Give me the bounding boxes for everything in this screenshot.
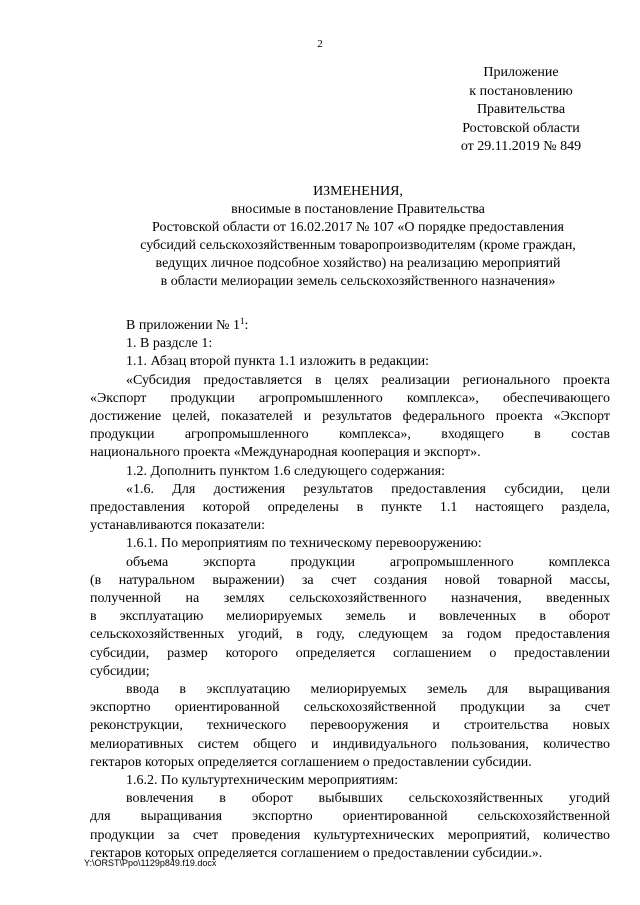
paragraph-land-involvement: вовлечения в оборот выбывших сельскохозяйственных угодий для выращивания экспортно ориентированной сельскохозяйственной продукции за счет проведения культуртехнических мероприятий, количество гектаров которых определяется соглашением о предоставлении субсидии.». (90, 791, 610, 861)
appendix-line: от 29.11.2019 № 849 (460, 139, 582, 154)
item-1-1: 1.1. Абзац второй пункта 1.1 изложить в редакции: (126, 354, 430, 370)
title-line: в области мелиорации земель сельскохозяйственного назначения» (160, 274, 556, 289)
paragraph-land-input: ввода в эксплуатацию мелиорируемых земель для выращивания экспортно ориентированной сельскохозяйственной продукции за счет реконструкции, технического перевооружения и строительства новых мелиоративных систем общего и индивидуального пользования, количество гектаров которых определяется соглашением о предоставлении субсидии. (90, 682, 610, 770)
title-line: Ростовской области от 16.02.2017 № 107 «О порядке предоставления (152, 220, 564, 235)
title-line: ведущих личное подсобное хозяйство) на реализацию мероприятий (155, 256, 561, 271)
title-heading: ИЗМЕНЕНИЯ, (313, 184, 403, 199)
file-path-footer: Y:\ORST\Ppo\1129p849.f19.docx (84, 858, 217, 868)
item-1-2: 1.2. Дополнить пунктом 1.6 следующего содержания: (126, 463, 446, 479)
title-line: вносимые в постановление Правительства (231, 202, 485, 217)
section-1-heading: 1. В раздсле 1: (126, 336, 213, 352)
quote-paragraph-2: «1.6. Для достижения результатов предоставления субсидии, цели предоставления которой определены в пункте 1.1 настоящего раздела, устанавливаются показатели: (90, 481, 610, 534)
intro-paragraph: В приложении № $1^1$: (126, 316, 249, 333)
appendix-line: Правительства (476, 102, 566, 117)
item-1-6-2: 1.6.2. По культуртехническим мероприятиям: (126, 773, 399, 789)
item-1-6-1: 1.6.1. По мероприятиям по техническому перевооружению: (126, 536, 482, 552)
appendix-header (440, 64, 602, 157)
document-title (90, 183, 626, 291)
paragraph-export-volume: объема экспорта продукции агропромышленного комплекса (в натуральном выражении) за счет создания новой товарной массы, полученной на землях сельскохозяйственного назначения, введенных в эксплуатацию мелиорируемых земель и вовлеченных в оборот сельскохозяйственных угодий, в году, следующем за годом предоставления субсидии, размер которого определяется соглашением о предоставлении субсидии; (90, 554, 610, 679)
quote-paragraph-1: «Субсидия предоставляется в целях реализации регионального проекта «Экспорт продукции агропромышленного комплекса», обеспечивающего достижение целей, показателей и результатов федерального проекта «Экспорт продукции агропромышленного комплекса», входящего в состав национального проекта «Международная кооперация и экспорт». (90, 372, 610, 461)
document-body (90, 317, 610, 863)
footnote-marker: 1 (240, 316, 245, 326)
appendix-line: к постановлению (469, 83, 573, 99)
page-number: 2 (317, 38, 323, 50)
appendix-line: Приложение (483, 65, 559, 80)
appendix-line: Ростовской области (462, 120, 580, 136)
title-line: субсидий сельскохозяйственным товаропроизводителям (кроме граждан, (140, 238, 576, 253)
